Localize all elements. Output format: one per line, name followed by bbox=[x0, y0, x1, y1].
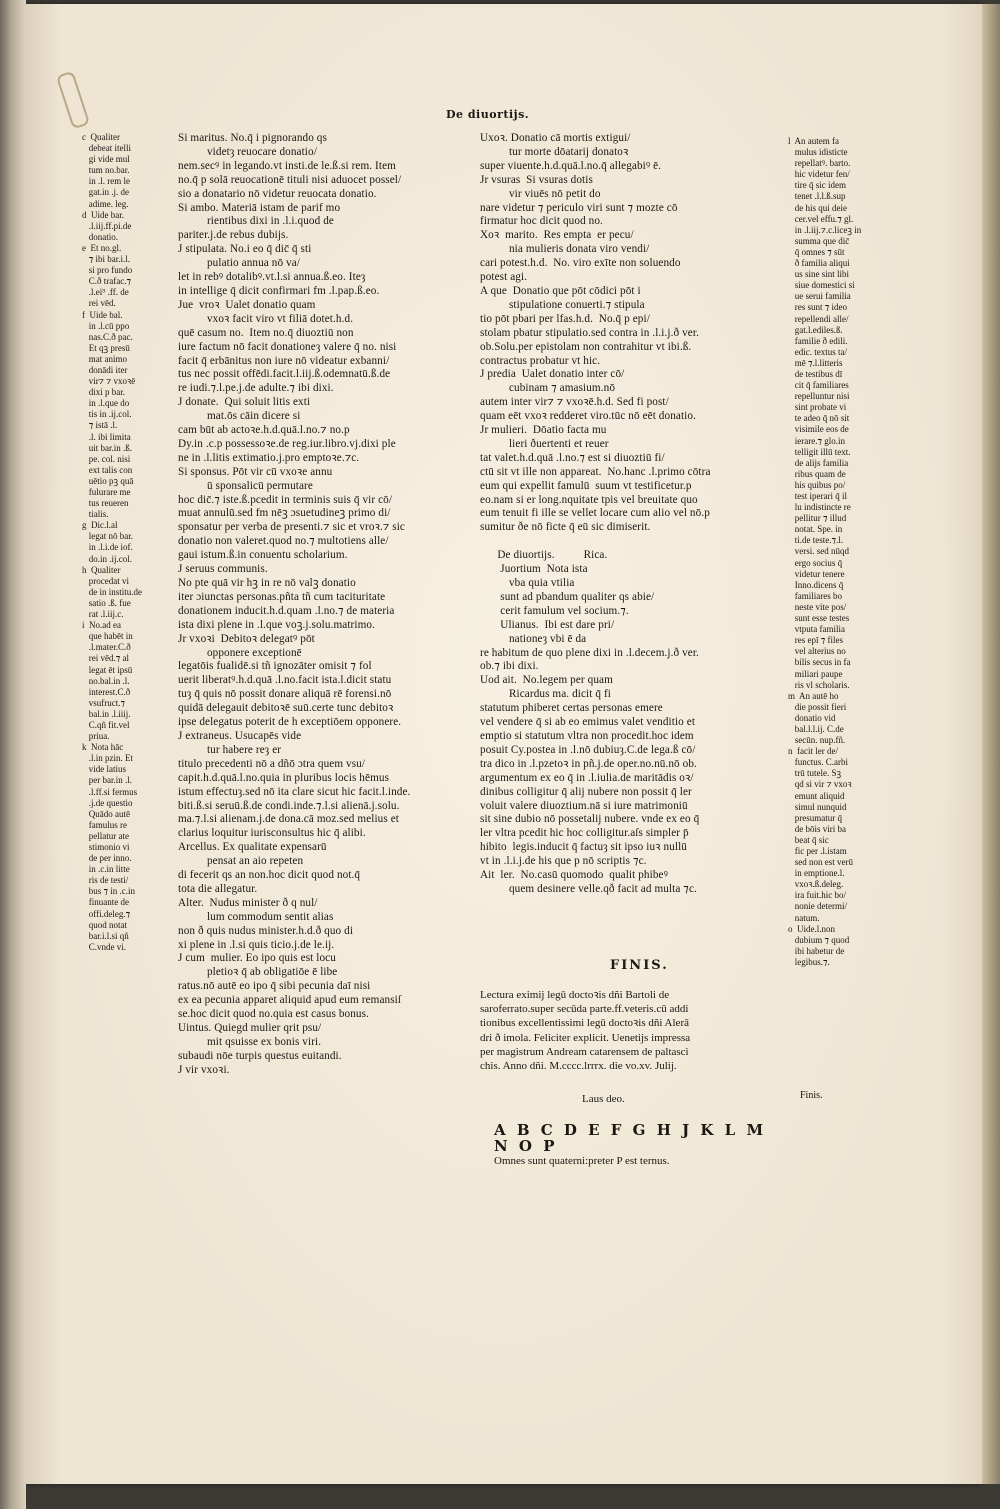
text-column-right: Uxoꝛ. Donatio cā mortis extigui/ tur morte dōatarij donatoꝛ super viuente.h.d.quā.l.no.q̄ allegabiꝰ ē. Jr vsuras Si vsuras dotis vir viuēs nō petit do nare videtur ⁊ periculo viri sunt ⁊ mozte cō firmatur hoc dicit quod no. Xoꝛ marito. Res empta er pecu/ nia mulieris donata viro vendi/ cari potest.h.d. No. viro exīte non soluendo potest agi. A que Donatio que pōt cōdici pōt i stipulatione conuerti.⁊ stipula tio pōt pbari per lfas.h.d. No.q̄ p epi/ stolam pbatur stipulatio.sed contra in .l.i.j.ð ver. ob.Solu.per epistolam non contrahitur vt ibi.ß. contractus probatur vt hic. J predia Ualet donatio inter cō/ cubinam ⁊ amasium.nō autem inter vir⁊ ⁊ vxoꝛē.h.d. Sed fi post/ quam eēt vxoꝛ redderet viro.tūc nō eēt donatio. Jr mulieri. Dōatio facta mu lieri ðuertenti et reuer tat valet.h.d.quā .l.no.⁊ est si diuoztiū fi/ ctū sit vt ille non appareat. No.hanc .l.primo cōtra eum qui expellit famulū suum vt testificetur.p eo.nam si er long.nquitate tpis vel breuitate quo eum tenuit fi ille se vellet locare cum alio vel nō.p sumitur ðe nō ficte q̄ eū sic dimiserit. De diuortijs. Rica. Juortium Nota ista vba quia vtilia sunt ad pbandum qualiter qs abie/ cerit famulum vel socium.⁊. Ulianus. Ibi est dare pri/ nationeȝ vbi ē da re habitum de quo plene dixi in .l.decem.j.ð ver. ob.⁊ ibi dixi. Uod ait. No.legem per quam Ricardus ma. dicit q̄ fi statutum phiberet certas personas emere vel vendere q̄ si ab eo emimus valet venditio et emptio si statutum vltra non procedit.hoc idem posuit Cy.postea in .l.nō dubiuȝ.C.de lega.ß cō/ tra dico in .l.pzetoꝛ in pñ.j.de oper.no.nū.nō ob. argumentum ex eo q̄ in .l.iulia.de maritādis oꝛ/ dinibus colligitur q̄ alij nubere non possit q̄ ler voluit valere diuoztium.nā si iure matrimoniū sit sine dubio nō possetalij nubere. vnde ex eo q̄ ler vltra pcedit hic hoc colligitur.aſs simpler p̄ hibito legis.inducit q̄ factuȝ sit ipso iuꝛ nullū vt in .l.i.j.de his que p nō scriptis ⁊c. Ait ler. No.casū quomodo qualit phibeꝰ quem desinere velle.qð facit ad multa ⁊c. bbox=[480, 132, 711, 895]
running-header: De diuortijs. bbox=[446, 108, 530, 121]
laus-deo: Laus deo. bbox=[582, 1093, 625, 1105]
colophon: Lectura eximij legū doctoꝛis dñi Bartoli de saroferrato.super secūda parte.ff.veteris.cū addi tionibus excellentissimi legū doctoꝛis dñi Alerā dri ð imola. Feliciter explicit. Uenetijs impressa per magistrum Andream catarensem de paltasci chis. Anno dñi. M.cccc.lrrrx. die vo.xv. Julij. bbox=[480, 989, 691, 1073]
book-binding bbox=[0, 0, 26, 1509]
right-margin-gloss: l An autem fa mulus idisticte repellatꝰ. barto. hic videtur fen/ tire q̄ sic idem tenet .l.l.ß.sup de his qui deie cer.vel effu.⁊ gl. in .l.iij.⁊.c.liceꝫ in summa que dic̄ q̄ omnes ⁊ sūt ð familia aliqui us sine sint libi siue domestici si ue serui familia res sunt ⁊ ideo repellendi alle/ gat.l.ediles.ß. familie ð edili. edic. textus ta/ mē ⁊.l.litteris de testibus dī cit q̄ familiares repelluntur nisi sint probate vi te adeo q̄ nō sit visimile eos de ierare.⁊ glo.in telligit illū text. de alijs familia ribus quam de his quibus po/ test iperari q̄ il lu indistincte re pellitur ⁊ illud notat. Spe. in ti.de teste.⁊.l. versi. sed nūqd ergo socius q̄ videtur tenere Inno.dicens q̄ familiares bo neste vite pos/ sunt esse testes vtputa familia res epī ⁊ files vel alterius no bilis secus in fa miliari paupe ris vl scholaris. m An autē ho die possit fieri donatio vid bal.l.l.ij. C.de secūn. nup.fñ. n facit ler de/ functus. C.arbi trū tutele. Sꝫ qd si vir ⁊ vxoꝛ emunt aliquid simul nunquid presumatur q̄ de bōis viri ba beat q̄ sic fic per .l.istam sed non est verū in emptione.l. vxoꝛ.ß.deleg. ira fuit.hic bo/ nonie determi/ natum. o Uide.l.non dubium ⁊ quod ibi habetur de legibus.⁊. bbox=[788, 136, 862, 967]
register-of-signatures: A B C D E F G H J K L M N O P bbox=[494, 1121, 767, 1155]
gathering-note: Omnes sunt quaterni:preter P est ternus. bbox=[494, 1155, 670, 1167]
finis-mark: FINIS. bbox=[610, 958, 669, 973]
left-margin-gloss: c Qualiter debeat itelli gi vide mul tum no.bar. in .l. rem le gat.in .j. de adime. leg. d Uide bar. .l.iij.ff.pi.de donatio. e Et no.gl. ⁊ ibi bar.i.l. si pro fundo C.ð trafac.⁊ .l.ei⁹ .ff. de rei vēd. f Uide bal. in .l.cū ppo nas.C.ð pac. Et qꝫ presū mat animo donādi iter vir⁊ ⁊ vxoꝛē dixi p bar. in .l.que do tis in .ij.col. ⁊ istā .l. .l. ibi limita uit bar.in .ß. pe. col. nisi ext talis con uētio pꝫ quā fulurare me tus reueren tialis. g Dic.l.al legat nō bar. in .l.i.de iof. do.in .ij.col. h Qualiter procedat vi de in institu.de satio .ß. fue rat .l.iij.c. i No.ad ea que habēt in .l.mater.C.ð rei vēd.⁊ al legat ēt ipsū no.bal.in .l. interest.C.ð vsufruct.⁊ bal.in .l.iiij. C.qñ fit.vel priua. k Nota hāc .l.in pzin. Et vide latius per bar.in .l. .l.ff.si fermus .j.de questio Quādo autē famulus re pellatur ate stimonio vi de per inno. in .c.in litte ris de testi/ bus ⁊ in .c.in finuante de offi.deleg.⁊ quod notat bar.i.l.si qñ C.vnde vi. bbox=[82, 132, 142, 952]
page-edge bbox=[982, 4, 1000, 1484]
right-finis: Finis. bbox=[800, 1090, 823, 1101]
text-column-left: Si maritus. No.q̄ i pignorando qs videtȝ reuocare donatio/ nem.secꝰ in legando.vt insti.de le.ß.si rem. Item no.q̄ p solā reuocationē tituli nisi aduocet possel/ sio a donatario nō videtur reuocata donatio. Si ambo. Materiā istam de parif mo rientibus dixi in .l.i.quod de pariter.j.de rebus dubijs. J stipulata. No.i eo q̄ dic̄ q̄ sti pulatio annua nō va/ let in rebꝰ dotalibꝰ.vt.l.si annua.ß.eo. Iteȝ in intellige q̄ dicit confirmari fm .l.pap.ß.eo. Jue vroꝛ Ualet donatio quam vxoꝛ facit viro vt filiā dotet.h.d. quē casum no. Item no.q̄ diuoztiū non iure factum nō facit donationeȝ valere q̄ no. nisi facit q̄ erbānitus non iure nō videatur exbanni/ tus nec possit offēdi.facit.l.iij.ß.odemnatū.ß.de re iudi.⁊.l.pe.j.de adulte.⁊ ibi dixi. J donate. Qui soluit litis exti mat.ōs cāin dicere si cam būt ab actoꝛe.h.d.quā.l.no.⁊ no.p Dy.in .c.p possessoꝛe.de reg.iur.libro.vj.dixi ple ne in .l.litis extimatio.j.pro emptoꝛe.⁊c. Si sponsus. Pōt vir cū vxoꝛe annu ū sponsalicū permutare hoc dic̄.⁊ iste.ß.pcedit in terminis suis q̄ vir cō/ muat annulū.sed fm nēꝫ ɔsuetudineꝫ primo di/ sponsatur per verba de presenti.⁊ sic et vroꝛ.⁊ sic donatio non valeret.quod no.⁊ multotiens alle/ gaui istum.ß.in conuentu scholarium. J seruus communis. No pte quā vir hꝫ in re nō valꝫ donatio iter ɔiunctas personas.pñta tñ cum tacituritate donationem inducit.h.d.quam .l.no.⁊ de materia ista dixi plene in .l.que voꝫ.j.solu.matrimo. Jr vxoꝛi Debitoꝛ delegatꝰ pōt opponere exceptionē legatōis fualidē.si tñ ignozāter omisit ⁊ fol uerit liberatꝰ.h.d.quā .l.no.facit ista.l.dicit statu tuȝ q̄ quis nō possit donare aliquā rē forensi.nō quidā delegauit debitoꝛē suū.certe tunc debitoꝛ ipse delegatus poterit de h exceptiōem opponere. J extraneus. Usucapēs vide tur habere reȝ er titulo precedenti nō a dñō ɔtra quem vsu/ capit.h.d.quā.l.no.quia in pluribus locis hēmus istum effectuȝ.sed nō ita clare sicut hic facit.l.inde. biti.ß.si seruū.ß.de condi.inde.⁊.l.si alienā.j.solu. ma.⁊.l.si alienam.j.de dona.cā moz.sed melius et clarius loquitur iurisconsultus hic q̄ alibi. Arcellus. Ex qualitate expensarū pensat an aio repeten di fecerit qs an non.hoc dicit quod not.q̄ tota die allegatur. Alter. Nudus minister ð q nul/ lum commodum sentit alias non ð quis nudus minister.h.d.ð quo di xi plene in .l.si quis ticio.j.de le.ij. J cum mulier. Eo ipo quis est locu pletioꝛ q̄ ab obligatiōe ē libe ratus.nō autē eo ipo q̄ sibi pecunia daī nisi ex ea pecunia apparet aliquid apud eum remansiſ se.hoc dicit quod no.quia est casus bonus. Uintus. Quiegd mulier qrit psu/ mit qsuisse ex bonis viri. subaudi nōe turpis questus euitandi. J vir vxoꝛi. bbox=[178, 132, 411, 1076]
